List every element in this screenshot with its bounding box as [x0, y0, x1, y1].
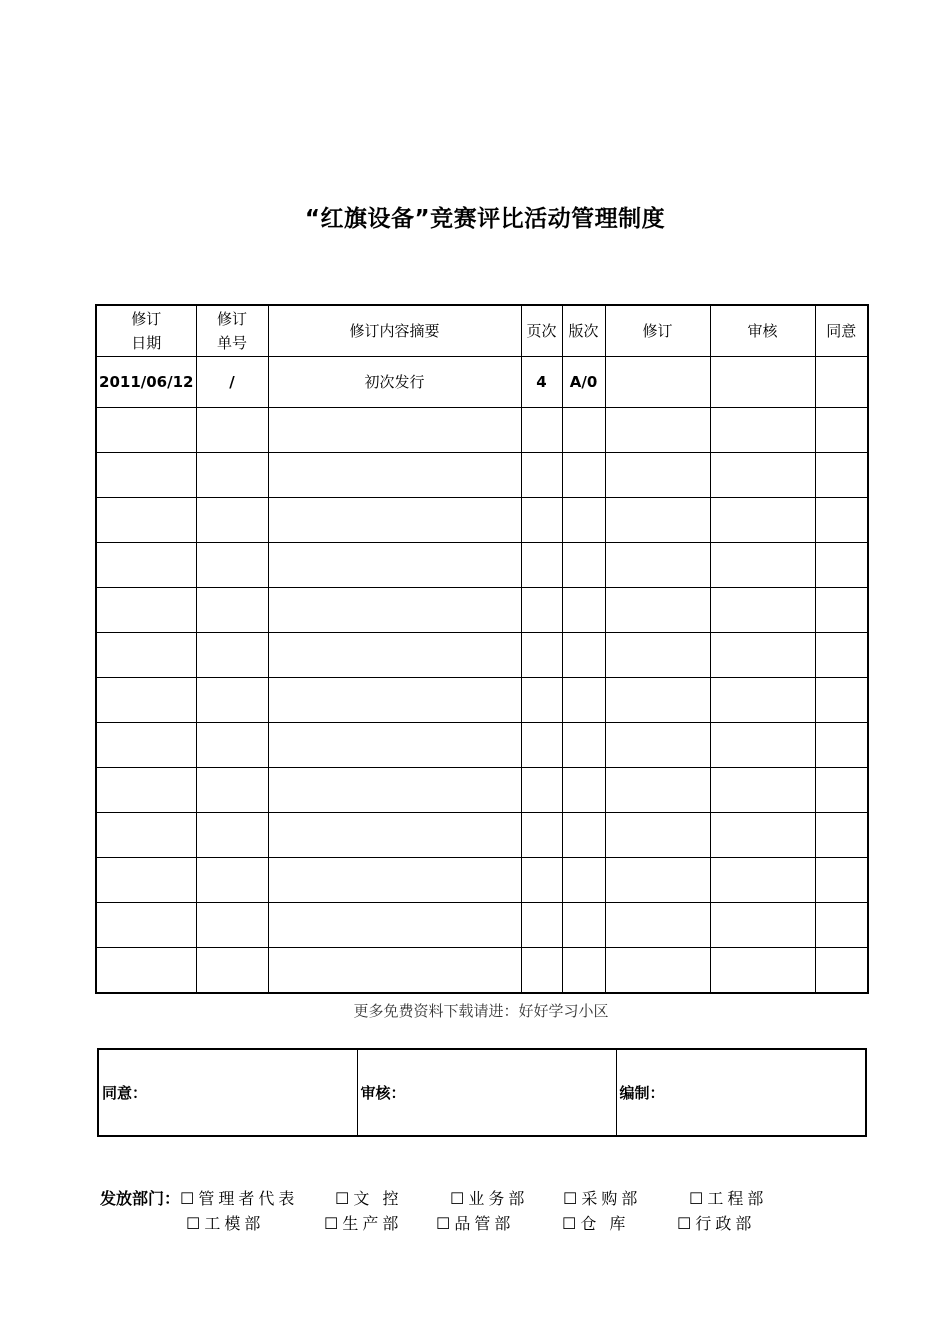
header-revision-date: 修订 日期 — [96, 305, 196, 357]
table-row — [96, 723, 868, 768]
table-row — [96, 408, 868, 453]
checkbox-engineering-dept[interactable]: ☐工程部 — [689, 1189, 768, 1208]
signature-table — [97, 1048, 867, 1137]
table-row — [96, 633, 868, 678]
cell-approved — [815, 357, 868, 408]
checkbox-business-dept[interactable]: ☐业务部 — [450, 1189, 529, 1208]
table-row — [96, 678, 868, 723]
distribution-label: 发放部门： — [100, 1189, 181, 1208]
cell-summary: 初次发行 — [268, 357, 521, 408]
table-row — [96, 813, 868, 858]
table-row — [96, 588, 868, 633]
download-footnote: 更多免费资料下载请进：好好学习小区 — [353, 1002, 609, 1020]
checkbox-production-dept[interactable]: ☐生产部 — [324, 1214, 403, 1233]
header-pages: 页次 — [521, 305, 562, 357]
table-row — [96, 858, 868, 903]
cell-date: 2011/06/12 — [96, 357, 196, 408]
table-row — [96, 768, 868, 813]
checkbox-admin-dept[interactable]: ☐行政部 — [677, 1214, 756, 1233]
checkbox-management-rep[interactable]: ☐管理者代表 — [180, 1189, 299, 1208]
header-revision-summary: 修订内容摘要 — [268, 305, 521, 357]
checkbox-tooling-dept[interactable]: ☐工模部 — [186, 1214, 265, 1233]
cell-reviewed — [710, 357, 815, 408]
table-row — [96, 498, 868, 543]
cell-pages: 4 — [521, 357, 562, 408]
distribution-row-2 — [100, 1211, 767, 1236]
distribution-section — [100, 1186, 767, 1236]
header-reviewed-by: 审核 — [710, 305, 815, 357]
header-revision-number: 修订 单号 — [196, 305, 268, 357]
checkbox-quality-dept[interactable]: ☐品管部 — [436, 1214, 515, 1233]
review-field[interactable]: 审核： — [357, 1049, 616, 1136]
cell-version: A/0 — [562, 357, 605, 408]
checkbox-purchasing-dept[interactable]: ☐采购部 — [563, 1189, 642, 1208]
revision-table — [95, 304, 869, 994]
cell-revised — [605, 357, 710, 408]
table-row — [96, 453, 868, 498]
table-row — [96, 903, 868, 948]
prepare-field[interactable]: 编制： — [616, 1049, 866, 1136]
cell-number: / — [196, 357, 268, 408]
table-row — [96, 948, 868, 994]
document-title: “红旗设备”竞赛评比活动管理制度 — [304, 206, 666, 232]
table-row — [96, 357, 868, 408]
header-approved-by: 同意 — [815, 305, 868, 357]
checkbox-document-control[interactable]: ☐文 控 — [335, 1189, 403, 1208]
approve-field[interactable]: 同意： — [98, 1049, 357, 1136]
header-revised-by: 修订 — [605, 305, 710, 357]
table-header-row — [96, 305, 868, 357]
header-version: 版次 — [562, 305, 605, 357]
distribution-row-1 — [100, 1186, 767, 1211]
table-row — [96, 543, 868, 588]
checkbox-warehouse[interactable]: ☐仓 库 — [562, 1214, 630, 1233]
